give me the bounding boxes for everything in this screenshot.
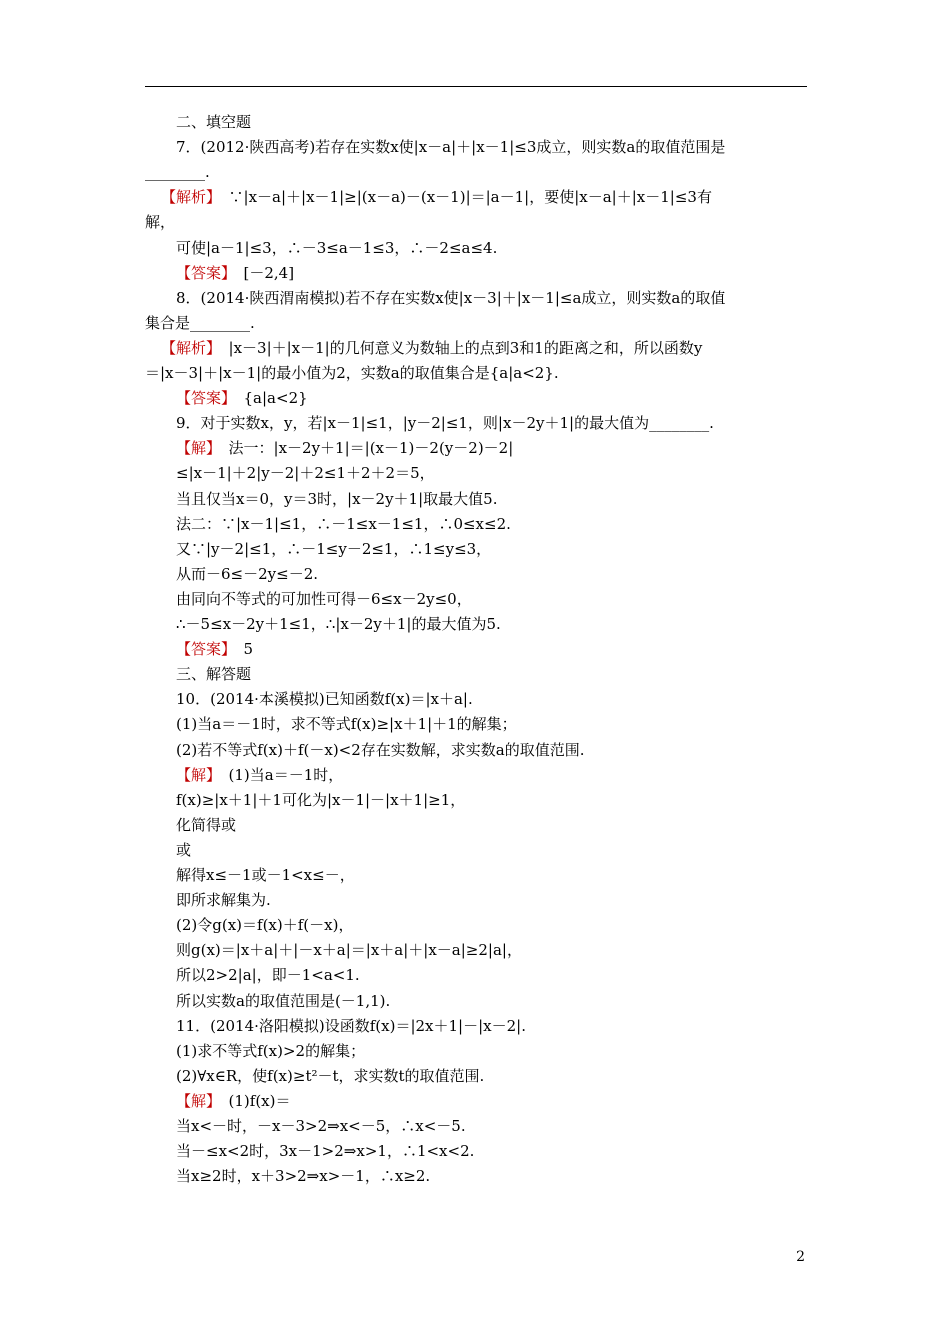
line-text: 7．(2012·陕西高考)若存在实数x使|x－a|＋|x－1|≤3成立，则实数a的取值范围是 (176, 138, 726, 156)
line-text: ＝|x－3|＋|x－1|的最小值为2，实数a的取值集合是{a|a<2}. (145, 364, 559, 382)
line-text: 10．(2014·本溪模拟)已知函数f(x)＝|x＋a|. (176, 690, 473, 708)
section-tag: 【解析】 (161, 188, 214, 206)
text-line (0, 838, 950, 863)
text-line (0, 1014, 950, 1039)
text-line (0, 537, 950, 562)
text-line (0, 612, 950, 637)
text-line (0, 989, 950, 1014)
line-text: 三、解答题 (176, 665, 252, 683)
line-text: ≤|x－1|＋2|y－2|＋2≤1＋2＋2＝5， (176, 464, 435, 482)
line-text: 集合是________. (145, 314, 255, 332)
line-text: 解得x≤－1或－1<x≤－， (176, 866, 355, 884)
text-line (0, 562, 950, 587)
line-text: 法二：∵|x－1|≤1，∴－1≤x－1≤1，∴0≤x≤2. (176, 515, 511, 533)
text-line (0, 386, 950, 411)
section-tag: 【解】 (176, 766, 214, 784)
text-line (0, 763, 950, 788)
text-line (0, 286, 950, 311)
text-line (0, 788, 950, 813)
section-tag: 【解】 (176, 439, 214, 457)
line-text: 当x≥2时，x＋3>2⇒x>－1，∴x≥2. (176, 1167, 431, 1185)
text-line (0, 361, 950, 386)
line-text: 或 (176, 841, 192, 859)
text-line (0, 587, 950, 612)
text-line (0, 135, 950, 160)
line-text: 可使|a－1|≤3，∴－3≤a－1≤3，∴－2≤a≤4. (176, 239, 498, 257)
text-line (0, 963, 950, 988)
text-line (0, 813, 950, 838)
line-text: 所以实数a的取值范围是(－1,1). (176, 992, 391, 1010)
line-text: 由同向不等式的可加性可得－6≤x－2y≤0， (176, 590, 472, 608)
text-line (0, 913, 950, 938)
text-line (0, 512, 950, 537)
line-text: 当且仅当x＝0，y＝3时，|x－2y＋1|取最大值5. (176, 490, 498, 508)
text-line (0, 210, 950, 235)
line-text: (2)∀x∈R，使f(x)≥t²－t，求实数t的取值范围. (176, 1067, 485, 1085)
line-text: ∴－5≤x－2y＋1≤1，∴|x－2y＋1|的最大值为5. (176, 615, 501, 633)
text-line (0, 1164, 950, 1189)
line-text: 二、填空题 (176, 113, 252, 131)
text-line (0, 436, 950, 461)
page-number: 2 (796, 1249, 805, 1265)
text-line (0, 185, 950, 210)
section-tag: 【答案】 (176, 264, 229, 282)
line-text: 即所求解集为. (176, 891, 271, 909)
text-line (0, 637, 950, 662)
line-text: 8．(2014·陕西渭南模拟)若不存在实数x使|x－3|＋|x－1|≤a成立，则实数a的取值 (176, 289, 726, 307)
line-text: 法一：|x－2y＋1|＝|(x－1)－2(y－2)－2| (213, 439, 514, 457)
line-text: [－2,4] (228, 264, 295, 282)
text-line (0, 712, 950, 737)
text-line (0, 160, 950, 185)
line-text: 化简得或 (176, 816, 237, 834)
text-line (0, 662, 950, 687)
section-tag: 【解】 (176, 1092, 214, 1110)
text-line (0, 1089, 950, 1114)
line-text: (1)当a＝－1时， (213, 766, 344, 784)
line-text: 当－≤x<2时，3x－1>2⇒x>1，∴1<x<2. (176, 1142, 475, 1160)
text-line (0, 888, 950, 913)
header-rule (145, 86, 807, 87)
text-line (0, 1039, 950, 1064)
line-text: f(x)≥|x＋1|＋1可化为|x－1|－|x＋1|≥1， (176, 791, 466, 809)
line-text: 当x<－时，－x－3>2⇒x<－5，∴x<－5. (176, 1117, 466, 1135)
line-text: (1)求不等式f(x)>2的解集； (176, 1042, 366, 1060)
text-line (0, 863, 950, 888)
line-text: 所以2>2|a|，即－1<a<1. (176, 966, 360, 984)
text-line (0, 336, 950, 361)
text-line (0, 1114, 950, 1139)
section-tag: 【答案】 (176, 640, 229, 658)
line-text: 从而－6≤－2y≤－2. (176, 565, 319, 583)
text-line (0, 110, 950, 135)
text-line (0, 311, 950, 336)
line-text: (2)若不等式f(x)＋f(－x)<2存在实数解，求实数a的取值范围. (176, 741, 585, 759)
line-text: 5 (228, 640, 254, 658)
line-text: 又∵|y－2|≤1，∴－1≤y－2≤1，∴1≤y≤3， (176, 540, 492, 558)
text-line (0, 687, 950, 712)
text-line (0, 411, 950, 436)
line-text: {a|a<2} (228, 389, 308, 407)
line-text: |x－3|＋|x－1|的几何意义为数轴上的点到3和1的距离之和，所以函数y (213, 339, 703, 357)
line-text: (1)当a＝－1时，求不等式f(x)≥|x＋1|＋1的解集； (176, 715, 517, 733)
text-line (0, 261, 950, 286)
section-tag: 【解析】 (161, 339, 214, 357)
text-line (0, 938, 950, 963)
text-line (0, 738, 950, 763)
line-text: 解， (145, 213, 176, 231)
section-tag: 【答案】 (176, 389, 229, 407)
line-text: (1)f(x)＝ (213, 1092, 291, 1110)
line-text: ∵|x－a|＋|x－1|≥|(x－a)－(x－1)|＝|a－1|，要使|x－a|＋|x－1|≤3有 (213, 188, 712, 206)
text-line (0, 1139, 950, 1164)
line-text: ________. (145, 163, 210, 181)
line-text: 11．(2014·洛阳模拟)设函数f(x)＝|2x＋1|－|x－2|. (176, 1017, 526, 1035)
text-line (0, 487, 950, 512)
text-line (0, 236, 950, 261)
text-line (0, 461, 950, 486)
line-text: 则g(x)＝|x＋a|＋|－x＋a|＝|x＋a|＋|x－a|≥2|a|， (176, 941, 522, 959)
line-text: 9．对于实数x，y，若|x－1|≤1，|y－2|≤1，则|x－2y＋1|的最大值为________. (176, 414, 714, 432)
line-text: (2)令g(x)＝f(x)＋f(－x)， (176, 916, 354, 934)
text-line (0, 1064, 950, 1089)
